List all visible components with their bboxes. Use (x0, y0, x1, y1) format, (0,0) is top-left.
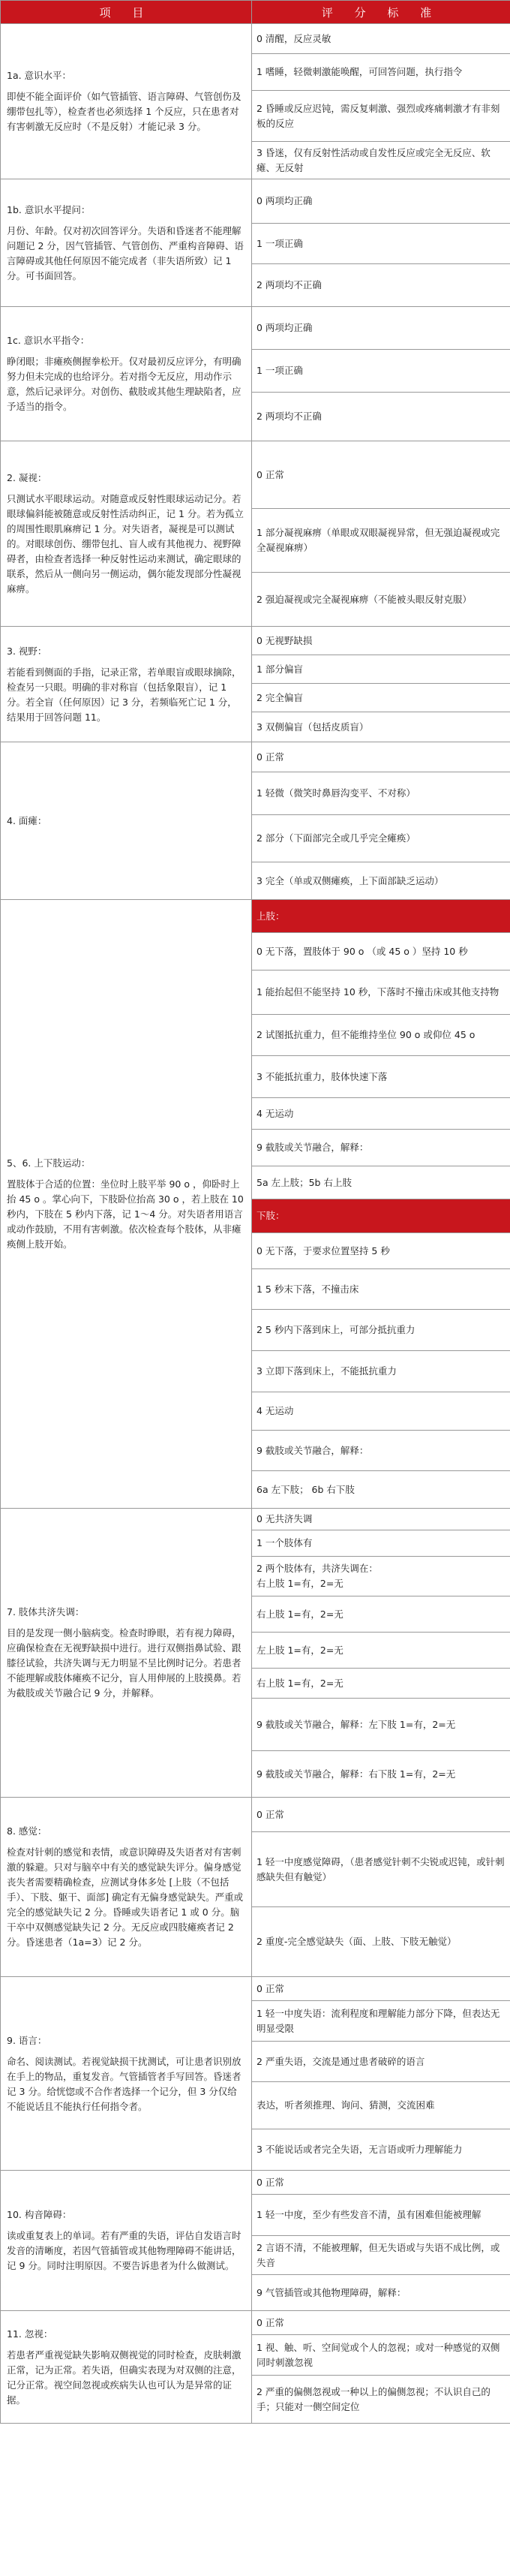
option: 0 无下落，置肢体于 90 o （或 45 o ）坚持 10 秒 (252, 933, 510, 971)
option: 2 昏睡或反应迟钝，需反复刺激、强烈或疼痛刺激才有非刻板的反应 (252, 91, 510, 142)
option: 2 5 秒内下落到床上，可部分抵抗重力 (252, 1310, 510, 1351)
option: 2 部分（下面部完全或几乎完全瘫痪） (252, 815, 510, 862)
item-title: 10. 构音障碍： (7, 2209, 72, 2220)
option: 9 截肢或关节融合，解释：右下肢 1=有，2=无 (252, 1751, 510, 1798)
table-row (1, 179, 510, 224)
option: 0 正常 (252, 2311, 510, 2335)
item-3 (1, 627, 252, 742)
table-row (1, 900, 510, 933)
item-desc: 即使不能全面评价（如气管插管、语言障碍、气管创伤及绷带包扎等），检查者也必须选择 1 个反应，只在患者对有害刺激无反应时（不是反射）才能记录 3 分。 (7, 91, 242, 132)
item-title: 1a. 意识水平： (7, 70, 72, 81)
table-row (1, 1798, 510, 1832)
option: 3 不能抵抗重力，肢体快速下落 (252, 1056, 510, 1098)
option: 1 轻一中度失语：流利程度和理解能力部分下降，但表达无明显受限 (252, 2001, 510, 2042)
option: 1 轻一中度感觉障碍，（患者感觉针刺不尖锐或迟钝，或针刺感缺失但有触觉） (252, 1832, 510, 1907)
item-desc: 检查对针刺的感觉和表情，或意识障碍及失语者对有害刺激的躲避。只对与脑卒中有关的感觉缺失评分。偏身感觉丧失者需要精确检查，应测试身体多处 [上肢（不包括手）、下肢、躯干、面部] 确定有无偏身感觉缺失。严重或完全的感觉缺失记 2 分。昏睡或失语者记 1 或 0 分。脑干卒中双侧感觉缺失记 2 分。无反应或四肢瘫痪者记 2 分。昏迷患者（1a=3）记 2 分。 (7, 1846, 244, 1948)
item-title: 2. 凝视： (7, 472, 47, 483)
option: 3 昏迷，仅有反射性活动或自发性反应或完全无反应、软瘫、无反射 (252, 142, 510, 179)
lower-limb-label: 下肢： (252, 1199, 510, 1233)
table-row (1, 24, 510, 54)
option: 2 严重的偏侧忽视或一种以上的偏侧忽视；不认识自己的手；只能对一侧空间定位 (252, 2376, 510, 2424)
option: 0 正常 (252, 441, 510, 509)
item-desc: 月份、年龄。仅对初次回答评分。失语和昏迷者不能理解问题记 2 分，因气管插管、气管创伤、严重构音障碍、语言障碍或其他任何原因不能完成者（非失语所致）记 1 分。可书面回答。 (7, 224, 244, 281)
option: 5a 左上肢；5b 右上肢 (252, 1166, 510, 1199)
option: 0 两项均正确 (252, 307, 510, 350)
item-title: 5、6. 上下肢运动： (7, 1157, 91, 1169)
item-11 (1, 2311, 252, 2424)
option: 左上肢 1=有，2=无 (252, 1633, 510, 1669)
item-desc: 读或重复表上的单词。若有严重的失语，评估自发语言时发音的清晰度，若因气管插管或其他物理障碍不能讲话，记 9 分。同时注明原因。不要告诉患者为什么做测试。 (7, 2230, 242, 2271)
option: 1 一项正确 (252, 224, 510, 264)
table-header-row (1, 1, 510, 24)
header-criteria: 评 分 标 准 (252, 1, 510, 24)
option: 4 无运动 (252, 1392, 510, 1431)
item-1b (1, 179, 252, 307)
table-row (1, 2171, 510, 2195)
option: 1 视、触、听、空间觉或个人的忽视；或对一种感觉的双侧同时刺激忽视 (252, 2335, 510, 2376)
item-2 (1, 441, 252, 627)
table-row (1, 1977, 510, 2001)
table-row (1, 441, 510, 509)
item-1c (1, 307, 252, 441)
option: 2 完全偏盲 (252, 684, 510, 712)
option: 2 强迫凝视或完全凝视麻痹（不能被头眼反射克服） (252, 573, 510, 627)
option: 0 无下落，于要求位置坚持 5 秒 (252, 1233, 510, 1269)
item-title: 3. 视野： (7, 645, 47, 657)
item-title: 8. 感觉： (7, 1825, 47, 1837)
item-8 (1, 1798, 252, 1977)
option: 0 无视野缺损 (252, 627, 510, 655)
table-row (1, 627, 510, 655)
item-desc: 睁闭眼；非瘫痪侧握拳松开。仅对最初反应评分，有明确努力但未完成的也给评分。若对指令无反应，用动作示意，然后记录评分。对创伤、截肢或其他生理缺陷者，应予适当的指令。 (7, 356, 242, 412)
option: 2 言语不清，不能被理解，但无失语或与失语不成比例，或失音 (252, 2236, 510, 2275)
table-row (1, 307, 510, 350)
option: 3 不能说话或者完全失语，无言语或听力理解能力 (252, 2129, 510, 2171)
option: 2 重度-完全感觉缺失（面、上肢、下肢无触觉） (252, 1907, 510, 1977)
item-desc: 只测试水平眼球运动。对随意或反射性眼球运动记分。若眼球偏斜能被随意或反射性活动纠正，记 1 分。若为孤立的周围性眼肌麻痹记 1 分。对失语者，凝视是可以测试的。对眼球创伤、绷带包扎、盲人或有其他视力、视野障碍者，由检查者选择一种反射性运动来测试，确定眼球的联系，然后从一侧向另一侧运动，偶尔能发现部分性凝视麻痹。 (7, 493, 244, 594)
item-4 (1, 742, 252, 900)
option: 1 部分偏盲 (252, 655, 510, 684)
option: 2 两项均不正确 (252, 393, 510, 441)
item-desc: 命名、阅读测试。若视觉缺损干扰测试，可让患者识别放在手上的物品，重复发音。气管插管者手写回答。昏迷者记 3 分。给恍惚或不合作者选择一个记分，但 3 分仅给不能说话且不能执行任何指令者。 (7, 2055, 242, 2112)
option: 1 轻微（微笑时鼻唇沟变平、不对称） (252, 772, 510, 815)
item-title: 1b. 意识水平提问： (7, 203, 91, 215)
item-5-6 (1, 900, 252, 1509)
item-desc: 若能看到侧面的手指，记录正常，若单眼盲或眼球摘除，检查另一只眼。明确的非对称盲（包括象限盲），记 1 分。若全盲（任何原因）记 3 分，若频临死亡记 1 分，结果用于回答问题 11。 (7, 666, 242, 723)
option: 2 严重失语，交流是通过患者破碎的语言 (252, 2042, 510, 2082)
item-title: 4. 面瘫： (7, 814, 47, 826)
option: 4 无运动 (252, 1098, 510, 1130)
option: 2 试图抵抗重力，但不能维持坐位 90 o 或仰位 45 o (252, 1015, 510, 1056)
option: 3 双侧偏盲（包括皮质盲） (252, 712, 510, 742)
option: 右上肢 1=有，2=无 (252, 1669, 510, 1699)
option: 2 两个肢体有，共济失调在： 右上肢 1=有，2=无 (252, 1557, 510, 1596)
table-row (1, 742, 510, 772)
option: 9 截肢或关节融合，解释： (252, 1431, 510, 1471)
table-row (1, 2311, 510, 2335)
item-title: 7. 肢体共济失调： (7, 1606, 85, 1618)
option: 1 轻一中度，至少有些发音不清，虽有困难但能被理解 (252, 2195, 510, 2236)
option: 1 一项正确 (252, 350, 510, 393)
option: 1 嗜睡，轻微刺激能唤醒，可回答问题，执行指令 (252, 54, 510, 91)
option: 1 部分凝视麻痹（单眼或双眼凝视异常，但无强迫凝视或完全凝视麻痹） (252, 509, 510, 573)
option: 3 完全（单或双侧瘫痪，上下面部缺乏运动） (252, 862, 510, 900)
option: 1 能抬起但不能坚持 10 秒，下落时不撞击床或其他支持物 (252, 971, 510, 1015)
item-7 (1, 1509, 252, 1798)
option: 右上肢 1=有，2=无 (252, 1596, 510, 1633)
option: 0 清醒，反应灵敏 (252, 24, 510, 54)
table-row (1, 1509, 510, 1530)
item-1a (1, 24, 252, 179)
item-desc: 目的是发现一侧小脑病变。检查时睁眼，若有视力障碍，应确保检查在无视野缺损中进行。进行双侧指鼻试验、跟膝径试验，共济失调与无力明显不呈比例时记分。若患者不能理解或肢体瘫痪不记分，盲人用伸展的上肢摸鼻。若为截肢或关节融合记 9 分，并解释。 (7, 1627, 242, 1699)
upper-limb-label: 上肢： (252, 900, 510, 933)
option: 6a 左下肢； 6b 右下肢 (252, 1471, 510, 1509)
option: 9 截肢或关节融合，解释： (252, 1130, 510, 1166)
item-title: 11. 忽视： (7, 2328, 53, 2340)
option: 3 立即下落到床上，不能抵抗重力 (252, 1351, 510, 1392)
option: 0 两项均正确 (252, 179, 510, 224)
item-desc: 置肢体于合适的位置：坐位时上肢平举 90 o ，仰卧时上抬 45 o 。掌心向下，下肢卧位抬高 30 o ，若上肢在 10 秒内，下肢在 5 秒内下落，记 1～4 分。对失语者用语言或动作鼓励，不用有害刺激。依次检查每个肢体，从非瘫痪侧上肢开始。 (7, 1178, 244, 1250)
item-9 (1, 1977, 252, 2171)
item-10 (1, 2171, 252, 2311)
option: 0 无共济失调 (252, 1509, 510, 1530)
item-title: 9. 语言： (7, 2034, 47, 2046)
option: 1 5 秒末下落，不撞击床 (252, 1269, 510, 1310)
option: 9 截肢或关节融合，解释：左下肢 1=有，2=无 (252, 1699, 510, 1751)
option: 2 两项均不正确 (252, 264, 510, 307)
item-desc: 若患者严重视觉缺失影响双侧视觉的同时检查，皮肤刺激正常，记为正常。若失语，但确实表现为对双侧的注意，记分正常。视空间忽视或疾病失认也可认为是异常的证据。 (7, 2349, 242, 2406)
option: 9 气管插管或其他物理障碍，解释： (252, 2275, 510, 2311)
item-title: 1c. 意识水平指令： (7, 335, 90, 346)
option: 表达，听者须推理、询问、猜测，交流困难 (252, 2082, 510, 2129)
option: 0 正常 (252, 1977, 510, 2001)
option: 0 正常 (252, 2171, 510, 2195)
header-item: 项 目 (1, 1, 252, 24)
option: 0 正常 (252, 1798, 510, 1832)
option: 1 一个肢体有 (252, 1530, 510, 1557)
option: 0 正常 (252, 742, 510, 772)
